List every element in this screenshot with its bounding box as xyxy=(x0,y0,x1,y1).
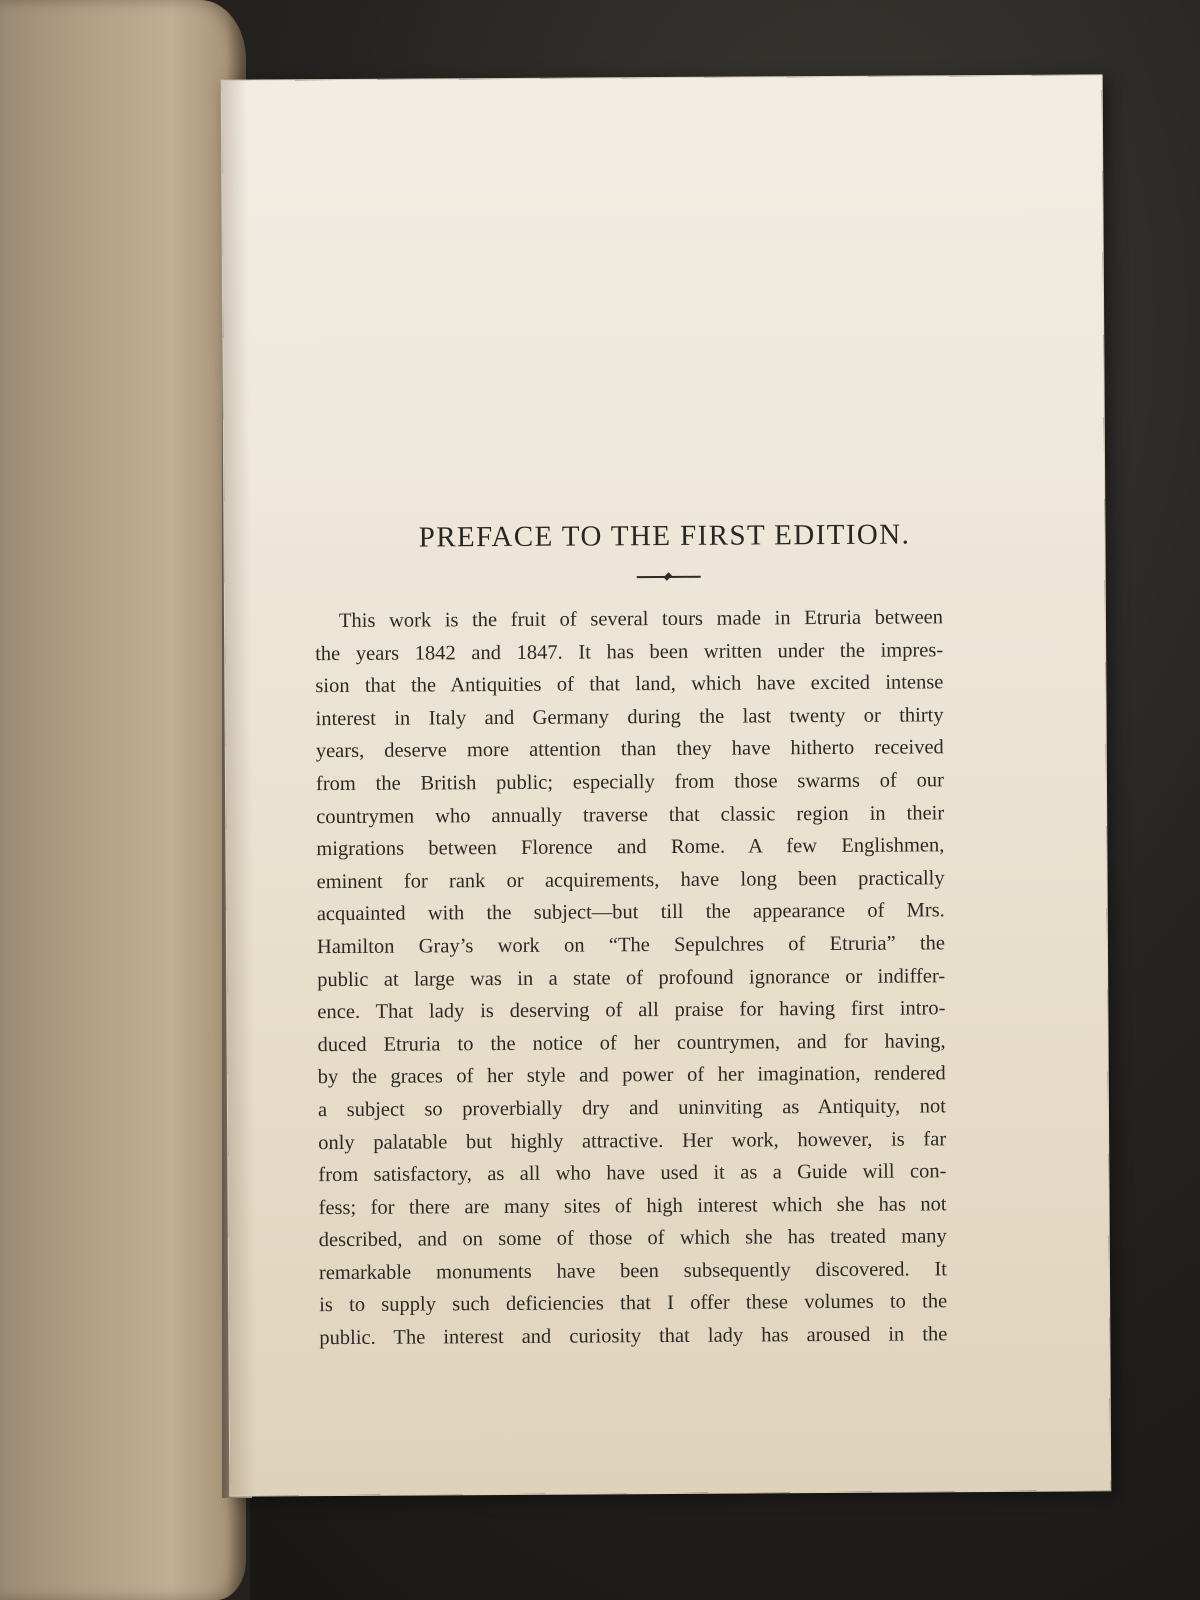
text-line: acquainted with the subject—but till the appearance of Mrs. xyxy=(316,899,945,926)
text-line: remarkable monuments have been subsequently discovered. It xyxy=(318,1258,948,1285)
text-line: This work is the fruit of several tours made in Etruria between xyxy=(338,606,944,632)
text-line: public at large was in a state of profound ignorance or indiffer- xyxy=(317,964,946,991)
text-line: eminent for rank or acquirements, have long been practically xyxy=(316,867,945,893)
text-line: countrymen who annually traverse that classic region in their xyxy=(316,801,945,828)
text-line: a subject so proverbially dry and uninviting as Antiquity, not xyxy=(317,1095,947,1122)
page-heading: PREFACE TO THE FIRST EDITION. xyxy=(418,518,911,554)
text-line: by the graces of her style and power of her imagination, rendered xyxy=(317,1062,946,1089)
right-page xyxy=(222,75,1111,1495)
text-line: only palatable but highly attractive. Her work, however, is far xyxy=(318,1127,947,1154)
text-line: sion that the Antiquities of that land, which have excited intense xyxy=(315,671,944,698)
text-line: the years 1842 and 1847. It has been written under the impres- xyxy=(315,638,944,665)
preface-paragraph xyxy=(315,601,948,1354)
text-line: fess; for there are many sites of high interest which she has not xyxy=(318,1192,947,1219)
text-line: migrations between Florence and Rome. A few Englishmen, xyxy=(316,834,945,861)
text-line: interest in Italy and Germany during the last twenty or thirty xyxy=(315,704,944,730)
ornament-diamond xyxy=(663,572,671,580)
heading-ornament xyxy=(637,572,701,582)
text-line: Hamilton Gray’s work on “The Sepulchres of Etruria” the xyxy=(316,932,946,959)
text-line: ence. That lady is deserving of all praise for having first intro- xyxy=(317,997,946,1024)
text-line: is to supply such deficiencies that I offer these volumes to the xyxy=(319,1290,948,1317)
text-line: described, and on some of those of which she has treated many xyxy=(318,1225,947,1252)
text-line: from the British public; especially from those swarms of our xyxy=(315,769,945,796)
text-line: years, deserve more attention than they have hitherto received xyxy=(315,736,944,763)
text-line: from satisfactory, as all who have used it as a Guide will con- xyxy=(318,1160,947,1187)
left-facing-page xyxy=(0,0,246,1600)
text-line: public. The interest and curiosity that lady has aroused in the xyxy=(319,1323,948,1350)
text-line: duced Etruria to the notice of her countrymen, and for having, xyxy=(317,1030,946,1056)
